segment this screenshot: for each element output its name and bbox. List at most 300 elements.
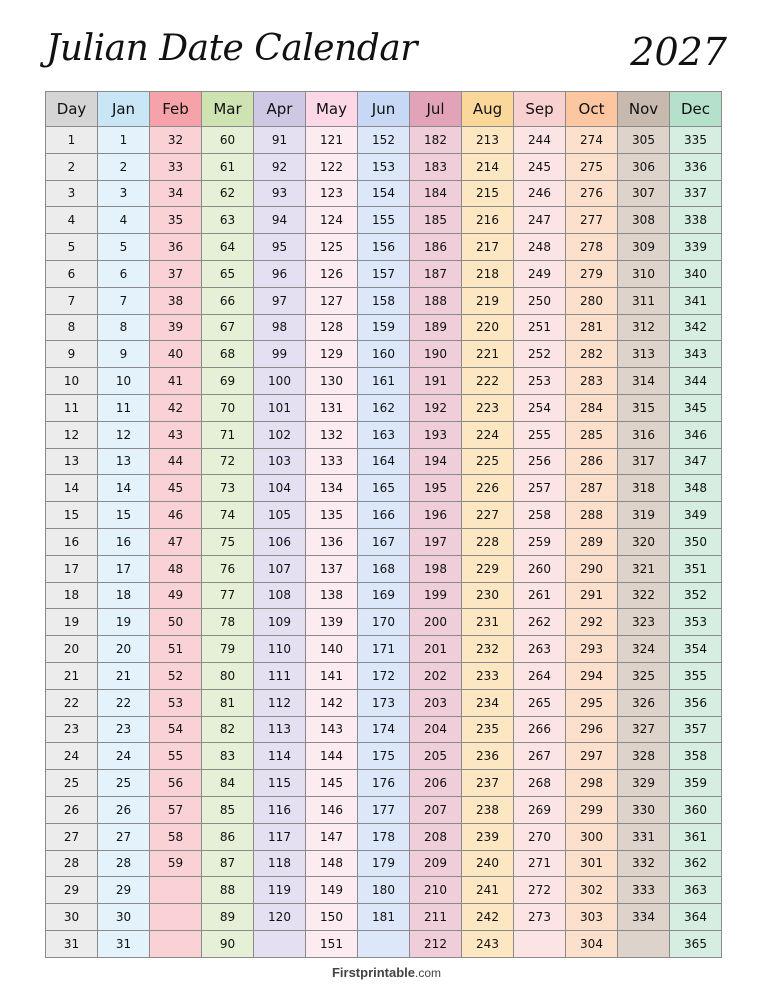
- table-cell: 8: [46, 314, 98, 341]
- table-cell: 336: [670, 153, 722, 180]
- table-cell: 236: [462, 743, 514, 770]
- table-cell: 112: [254, 689, 306, 716]
- table-cell: 275: [566, 153, 618, 180]
- table-cell: 59: [150, 850, 202, 877]
- table-cell: 188: [410, 287, 462, 314]
- table-cell: 145: [306, 770, 358, 797]
- table-cell: 190: [410, 341, 462, 368]
- table-cell: 45: [150, 475, 202, 502]
- table-row: [46, 770, 722, 797]
- table-cell: 335: [670, 127, 722, 154]
- table-cell: [150, 930, 202, 957]
- table-cell: 327: [618, 716, 670, 743]
- table-cell: 249: [514, 260, 566, 287]
- table-cell: 19: [98, 609, 150, 636]
- table-cell: 13: [46, 448, 98, 475]
- table-cell: 115: [254, 770, 306, 797]
- table-cell: 76: [202, 555, 254, 582]
- table-cell: 288: [566, 502, 618, 529]
- table-cell: 355: [670, 662, 722, 689]
- table-cell: 69: [202, 368, 254, 395]
- table-cell: 235: [462, 716, 514, 743]
- table-cell: 281: [566, 314, 618, 341]
- table-cell: 147: [306, 823, 358, 850]
- table-cell: 132: [306, 421, 358, 448]
- table-cell: 234: [462, 689, 514, 716]
- table-cell: 89: [202, 904, 254, 931]
- table-cell: 72: [202, 448, 254, 475]
- column-header-nov: Nov: [618, 92, 670, 127]
- table-cell: 48: [150, 555, 202, 582]
- table-cell: 267: [514, 743, 566, 770]
- table-cell: 232: [462, 636, 514, 663]
- table-cell: 140: [306, 636, 358, 663]
- table-cell: 123: [306, 180, 358, 207]
- table-cell: 243: [462, 930, 514, 957]
- table-cell: 77: [202, 582, 254, 609]
- table-body: [46, 127, 722, 958]
- table-cell: 68: [202, 341, 254, 368]
- table-cell: 50: [150, 609, 202, 636]
- table-cell: 172: [358, 662, 410, 689]
- table-cell: 125: [306, 234, 358, 261]
- table-cell: 17: [46, 555, 98, 582]
- table-cell: 3: [46, 180, 98, 207]
- table-cell: 14: [98, 475, 150, 502]
- table-cell: 257: [514, 475, 566, 502]
- table-cell: 105: [254, 502, 306, 529]
- table-cell: 47: [150, 528, 202, 555]
- table-cell: 11: [46, 394, 98, 421]
- table-cell: 319: [618, 502, 670, 529]
- table-cell: 282: [566, 341, 618, 368]
- table-cell: 276: [566, 180, 618, 207]
- table-cell: 8: [98, 314, 150, 341]
- table-row: [46, 877, 722, 904]
- table-row: [46, 528, 722, 555]
- table-cell: 219: [462, 287, 514, 314]
- table-cell: 6: [46, 260, 98, 287]
- table-cell: 189: [410, 314, 462, 341]
- table-cell: 15: [98, 502, 150, 529]
- table-cell: 61: [202, 153, 254, 180]
- table-cell: 214: [462, 153, 514, 180]
- table-cell: 41: [150, 368, 202, 395]
- table-cell: 192: [410, 394, 462, 421]
- table-cell: 338: [670, 207, 722, 234]
- table-cell: 136: [306, 528, 358, 555]
- table-cell: 167: [358, 528, 410, 555]
- table-cell: 70: [202, 394, 254, 421]
- table-cell: 38: [150, 287, 202, 314]
- table-cell: 144: [306, 743, 358, 770]
- table-cell: 99: [254, 341, 306, 368]
- table-cell: 265: [514, 689, 566, 716]
- table-cell: 97: [254, 287, 306, 314]
- table-cell: 286: [566, 448, 618, 475]
- table-cell: 27: [98, 823, 150, 850]
- header-row: [46, 92, 722, 127]
- table-cell: 79: [202, 636, 254, 663]
- table-cell: 261: [514, 582, 566, 609]
- table-cell: 364: [670, 904, 722, 931]
- table-cell: 139: [306, 609, 358, 636]
- table-cell: 331: [618, 823, 670, 850]
- table-cell: 9: [98, 341, 150, 368]
- table-cell: 83: [202, 743, 254, 770]
- table-cell: 142: [306, 689, 358, 716]
- table-cell: 108: [254, 582, 306, 609]
- table-cell: 4: [46, 207, 98, 234]
- table-cell: 273: [514, 904, 566, 931]
- table-cell: 7: [98, 287, 150, 314]
- table-cell: 197: [410, 528, 462, 555]
- table-cell: 29: [46, 877, 98, 904]
- table-cell: 298: [566, 770, 618, 797]
- table-cell: 210: [410, 877, 462, 904]
- table-cell: 84: [202, 770, 254, 797]
- table-cell: 218: [462, 260, 514, 287]
- table-cell: 333: [618, 877, 670, 904]
- table-cell: 269: [514, 796, 566, 823]
- table-row: [46, 421, 722, 448]
- table-cell: 111: [254, 662, 306, 689]
- table-cell: 107: [254, 555, 306, 582]
- table-cell: 343: [670, 341, 722, 368]
- table-cell: 359: [670, 770, 722, 797]
- table-cell: 193: [410, 421, 462, 448]
- table-cell: 241: [462, 877, 514, 904]
- table-cell: 176: [358, 770, 410, 797]
- table-cell: 301: [566, 850, 618, 877]
- table-cell: 178: [358, 823, 410, 850]
- table-cell: 182: [410, 127, 462, 154]
- table-cell: 220: [462, 314, 514, 341]
- table-cell: 347: [670, 448, 722, 475]
- table-cell: 350: [670, 528, 722, 555]
- table-cell: 173: [358, 689, 410, 716]
- table-cell: 86: [202, 823, 254, 850]
- table-cell: 1: [46, 127, 98, 154]
- column-header-apr: Apr: [254, 92, 306, 127]
- table-cell: 75: [202, 528, 254, 555]
- table-cell: 310: [618, 260, 670, 287]
- table-cell: 268: [514, 770, 566, 797]
- table-cell: 133: [306, 448, 358, 475]
- table-cell: 353: [670, 609, 722, 636]
- table-cell: 88: [202, 877, 254, 904]
- table-cell: 206: [410, 770, 462, 797]
- table-cell: 94: [254, 207, 306, 234]
- table-cell: 32: [150, 127, 202, 154]
- table-cell: 346: [670, 421, 722, 448]
- table-cell: 109: [254, 609, 306, 636]
- table-cell: 163: [358, 421, 410, 448]
- table-cell: 2: [98, 153, 150, 180]
- table-cell: 245: [514, 153, 566, 180]
- table-cell: 124: [306, 207, 358, 234]
- table-cell: 39: [150, 314, 202, 341]
- table-cell: 148: [306, 850, 358, 877]
- table-cell: 354: [670, 636, 722, 663]
- table-row: [46, 662, 722, 689]
- table-cell: 11: [98, 394, 150, 421]
- table-cell: 284: [566, 394, 618, 421]
- table-cell: 110: [254, 636, 306, 663]
- table-cell: 177: [358, 796, 410, 823]
- table-cell: 170: [358, 609, 410, 636]
- table-cell: 296: [566, 716, 618, 743]
- table-row: [46, 609, 722, 636]
- table-cell: 56: [150, 770, 202, 797]
- table-cell: 328: [618, 743, 670, 770]
- table-cell: 116: [254, 796, 306, 823]
- table-cell: 169: [358, 582, 410, 609]
- table-cell: 207: [410, 796, 462, 823]
- table-cell: 53: [150, 689, 202, 716]
- table-cell: 9: [46, 341, 98, 368]
- table-cell: 248: [514, 234, 566, 261]
- table-cell: [618, 930, 670, 957]
- table-cell: 199: [410, 582, 462, 609]
- table-cell: 320: [618, 528, 670, 555]
- table-cell: 329: [618, 770, 670, 797]
- table-cell: 85: [202, 796, 254, 823]
- table-cell: 36: [150, 234, 202, 261]
- table-cell: 266: [514, 716, 566, 743]
- table-cell: 5: [98, 234, 150, 261]
- table-cell: 164: [358, 448, 410, 475]
- table-cell: 191: [410, 368, 462, 395]
- table-cell: 363: [670, 877, 722, 904]
- table-cell: 10: [98, 368, 150, 395]
- table-cell: 49: [150, 582, 202, 609]
- page-title: Julian Date Calendar: [46, 28, 418, 69]
- table-cell: 129: [306, 341, 358, 368]
- table-cell: 24: [98, 743, 150, 770]
- table-cell: 104: [254, 475, 306, 502]
- table-cell: 65: [202, 260, 254, 287]
- table-cell: 341: [670, 287, 722, 314]
- table-cell: 342: [670, 314, 722, 341]
- table-cell: 66: [202, 287, 254, 314]
- table-row: [46, 260, 722, 287]
- table-cell: 27: [46, 823, 98, 850]
- table-row: [46, 153, 722, 180]
- table-cell: [254, 930, 306, 957]
- table-cell: 212: [410, 930, 462, 957]
- table-cell: 16: [46, 528, 98, 555]
- table-cell: 325: [618, 662, 670, 689]
- table-row: [46, 234, 722, 261]
- table-cell: 33: [150, 153, 202, 180]
- table-cell: 67: [202, 314, 254, 341]
- table-cell: 356: [670, 689, 722, 716]
- table-cell: 21: [98, 662, 150, 689]
- table-cell: 211: [410, 904, 462, 931]
- table-cell: 209: [410, 850, 462, 877]
- table-cell: 274: [566, 127, 618, 154]
- table-cell: 55: [150, 743, 202, 770]
- table-cell: 74: [202, 502, 254, 529]
- table-cell: 317: [618, 448, 670, 475]
- table-row: [46, 555, 722, 582]
- table-cell: 270: [514, 823, 566, 850]
- table-row: [46, 207, 722, 234]
- table-cell: 93: [254, 180, 306, 207]
- table-row: [46, 716, 722, 743]
- table-cell: 352: [670, 582, 722, 609]
- table-cell: 316: [618, 421, 670, 448]
- column-header-jul: Jul: [410, 92, 462, 127]
- column-header-dec: Dec: [670, 92, 722, 127]
- table-cell: 52: [150, 662, 202, 689]
- table-cell: 157: [358, 260, 410, 287]
- table-cell: 101: [254, 394, 306, 421]
- table-cell: 216: [462, 207, 514, 234]
- table-cell: 29: [98, 877, 150, 904]
- table-cell: 54: [150, 716, 202, 743]
- table-cell: 309: [618, 234, 670, 261]
- table-cell: 154: [358, 180, 410, 207]
- column-header-mar: Mar: [202, 92, 254, 127]
- table-cell: 20: [46, 636, 98, 663]
- table-cell: 21: [46, 662, 98, 689]
- table-cell: 314: [618, 368, 670, 395]
- footer-brand: [0, 965, 773, 980]
- table-cell: 34: [150, 180, 202, 207]
- table-cell: 151: [306, 930, 358, 957]
- table-cell: 130: [306, 368, 358, 395]
- column-header-aug: Aug: [462, 92, 514, 127]
- table-cell: 358: [670, 743, 722, 770]
- table-cell: 306: [618, 153, 670, 180]
- table-cell: 289: [566, 528, 618, 555]
- table-cell: 194: [410, 448, 462, 475]
- table-cell: 228: [462, 528, 514, 555]
- table-cell: 146: [306, 796, 358, 823]
- table-cell: 12: [46, 421, 98, 448]
- table-cell: 166: [358, 502, 410, 529]
- table-cell: 25: [98, 770, 150, 797]
- table-cell: 14: [46, 475, 98, 502]
- table-row: [46, 582, 722, 609]
- table-cell: 201: [410, 636, 462, 663]
- table-cell: 5: [46, 234, 98, 261]
- table-cell: 15: [46, 502, 98, 529]
- table-cell: 152: [358, 127, 410, 154]
- table-cell: 78: [202, 609, 254, 636]
- table-cell: 184: [410, 180, 462, 207]
- table-cell: 339: [670, 234, 722, 261]
- table-cell: 318: [618, 475, 670, 502]
- table-cell: 213: [462, 127, 514, 154]
- table-cell: 255: [514, 421, 566, 448]
- table-cell: 120: [254, 904, 306, 931]
- table-cell: 7: [46, 287, 98, 314]
- table-cell: 297: [566, 743, 618, 770]
- table-cell: 18: [98, 582, 150, 609]
- table-cell: 315: [618, 394, 670, 421]
- table-cell: 259: [514, 528, 566, 555]
- table-cell: 106: [254, 528, 306, 555]
- table-cell: 26: [98, 796, 150, 823]
- table-cell: 71: [202, 421, 254, 448]
- table-cell: 233: [462, 662, 514, 689]
- table-cell: 46: [150, 502, 202, 529]
- table-cell: 278: [566, 234, 618, 261]
- table-cell: 20: [98, 636, 150, 663]
- table-cell: 6: [98, 260, 150, 287]
- table-row: [46, 689, 722, 716]
- table-row: [46, 796, 722, 823]
- table-cell: 237: [462, 770, 514, 797]
- column-header-sep: Sep: [514, 92, 566, 127]
- table-row: [46, 127, 722, 154]
- table-cell: 295: [566, 689, 618, 716]
- table-cell: 227: [462, 502, 514, 529]
- table-cell: 118: [254, 850, 306, 877]
- table-cell: 252: [514, 341, 566, 368]
- table-cell: 51: [150, 636, 202, 663]
- table-row: [46, 502, 722, 529]
- table-cell: 208: [410, 823, 462, 850]
- table-cell: 174: [358, 716, 410, 743]
- table-cell: 242: [462, 904, 514, 931]
- table-cell: 131: [306, 394, 358, 421]
- table-cell: 162: [358, 394, 410, 421]
- table-cell: 202: [410, 662, 462, 689]
- table-cell: 40: [150, 341, 202, 368]
- table-cell: 103: [254, 448, 306, 475]
- table-cell: 223: [462, 394, 514, 421]
- table-cell: [150, 877, 202, 904]
- column-header-jan: Jan: [98, 92, 150, 127]
- table-cell: 196: [410, 502, 462, 529]
- table-cell: 141: [306, 662, 358, 689]
- table-cell: 58: [150, 823, 202, 850]
- brand-name: Firstprintable: [331, 965, 416, 980]
- table-cell: 285: [566, 421, 618, 448]
- table-cell: 13: [98, 448, 150, 475]
- table-cell: 300: [566, 823, 618, 850]
- table-cell: 332: [618, 850, 670, 877]
- table-cell: 231: [462, 609, 514, 636]
- julian-date-table: [45, 91, 722, 958]
- table-cell: 28: [98, 850, 150, 877]
- table-cell: 244: [514, 127, 566, 154]
- table-cell: 156: [358, 234, 410, 261]
- table-row: [46, 930, 722, 957]
- table-cell: 238: [462, 796, 514, 823]
- table-cell: 64: [202, 234, 254, 261]
- table-cell: 23: [98, 716, 150, 743]
- table-cell: 100: [254, 368, 306, 395]
- table-cell: 340: [670, 260, 722, 287]
- table-row: [46, 341, 722, 368]
- table-cell: 121: [306, 127, 358, 154]
- table-row: [46, 904, 722, 931]
- table-cell: 357: [670, 716, 722, 743]
- year-label: 2027: [630, 30, 727, 74]
- table-cell: 187: [410, 260, 462, 287]
- table-cell: 2: [46, 153, 98, 180]
- table-row: [46, 394, 722, 421]
- table-cell: 226: [462, 475, 514, 502]
- table-cell: 198: [410, 555, 462, 582]
- table-cell: 247: [514, 207, 566, 234]
- table-cell: 299: [566, 796, 618, 823]
